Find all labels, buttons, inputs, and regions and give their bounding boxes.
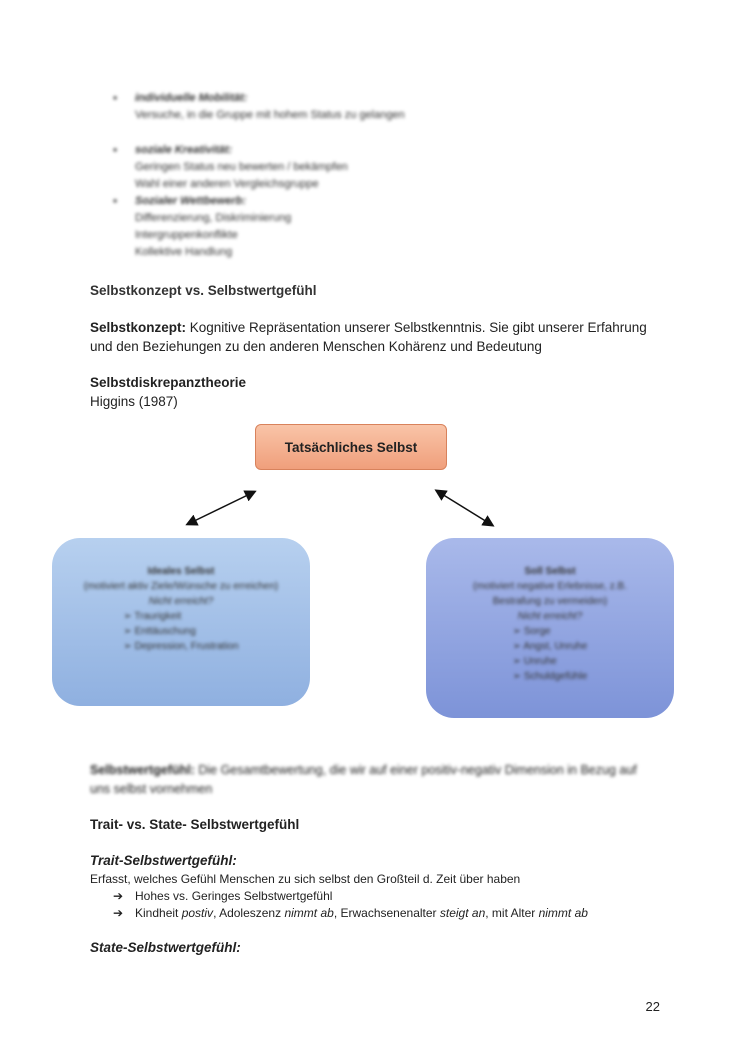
list-item (113, 888, 332, 905)
bubble-title: Ideales Selbst (147, 566, 215, 577)
term-definition: Die Gesamtbewertung, die wir auf einer positiv-negativ Dimension in Bezug auf uns selbst vornehmen (90, 763, 637, 796)
page-number: 22 (645, 999, 660, 1014)
bubble-title: Soll Selbst (524, 566, 576, 577)
list-item: ➢ Traurigkeit (123, 609, 238, 624)
term-definition: Kognitive Repräsentation unserer Selbstkenntnis. Sie gibt unserer Erfahrung und den Beziehungen zu den anderen Menschen Kohärenz und Bedeutung (90, 320, 647, 354)
list-item: ➢ Depression, Frustration (123, 639, 238, 654)
bubble-question: Nicht erreicht? (517, 611, 583, 622)
list-item-heading: • individuelle Mobilität: (135, 92, 248, 104)
arrow-left (188, 492, 254, 524)
list-item (113, 90, 473, 124)
arrow-right-icon: ➔ (113, 889, 124, 903)
list-item-emphasis: postiv (181, 906, 214, 920)
section-heading: Selbstkonzept vs. Selbstwertgefühl (90, 283, 317, 298)
list-item-emphasis: nimmt ab (284, 906, 334, 920)
diagram-box-ideal-self (52, 538, 310, 706)
diagram-box-ought-self (426, 538, 674, 718)
list-item-line: Kollektive Handlung (135, 246, 233, 258)
list-item-text: Kindheit (135, 906, 182, 920)
list-item-text: , Erwachsenenalter (333, 906, 440, 920)
list-item-line: Geringen Status neu bewerten / bekämpfen (135, 161, 348, 173)
theory-title: Selbstdiskrepanztheorie (90, 375, 247, 390)
list-item-line: Wahl einer anderen Vergleichsgruppe (135, 178, 319, 190)
selbstkonzept-paragraph (90, 318, 670, 356)
list-item-heading: • soziale Kreativität: (135, 144, 233, 156)
trait-heading: Trait-Selbstwertgefühl: (90, 853, 237, 868)
list-item: ➢ Sorge (513, 624, 588, 639)
term-label: Selbstwertgefühl: (90, 763, 195, 777)
list-item: ➢ Schuldgefühle (513, 669, 588, 684)
list-item-line: Versuche, in die Gruppe mit hohem Status zu gelangen (135, 109, 405, 121)
bubble-question: Nicht erreicht? (148, 596, 214, 607)
list-item-emphasis: nimmt ab (538, 906, 588, 920)
trait-description: Erfasst, welches Gefühl Menschen zu sich selbst den Großteil d. Zeit über haben (90, 872, 521, 886)
list-item-heading: • Sozialer Wettbewerb: (135, 195, 247, 207)
bubble-list (123, 609, 238, 654)
blurred-strategy-list (113, 90, 473, 269)
list-item (113, 193, 473, 261)
list-item (113, 905, 588, 922)
list-item-line: Differenzierung, Diskriminierung (135, 212, 292, 224)
list-item: ➢ Enttäuschung (123, 624, 238, 639)
list-item: ➢ Angst, Unruhe (513, 639, 588, 654)
list-item-text: , Adoleszenz (213, 906, 285, 920)
list-item (113, 142, 473, 193)
trait-state-heading: Trait- vs. State- Selbstwertgefühl (90, 817, 300, 832)
list-item-text: , mit Alter (485, 906, 539, 920)
list-item-text: Hohes vs. Geringes Selbstwertgefühl (135, 889, 333, 903)
list-item: ➢ Unruhe (513, 654, 588, 669)
bubble-list (513, 624, 588, 684)
theory-author: Higgins (1987) (90, 394, 178, 409)
arrow-right-icon: ➔ (113, 906, 124, 920)
state-heading: State-Selbstwertgefühl: (90, 940, 241, 955)
arrow-right (437, 491, 492, 525)
list-item-emphasis: steigt an (439, 906, 486, 920)
term-label: Selbstkonzept: (90, 320, 187, 335)
bubble-desc: (motiviert negative Erlebnisse, z.B. Bestrafung zu vermeiden) (473, 581, 627, 607)
diagram-box-actual-self: Tatsächliches Selbst (255, 424, 447, 470)
bubble-desc: (motiviert aktiv Ziele/Wünsche zu erreichen) (83, 581, 279, 592)
list-item-line: Intergruppenkonflikte (135, 229, 238, 241)
selbstwert-paragraph (90, 761, 660, 799)
